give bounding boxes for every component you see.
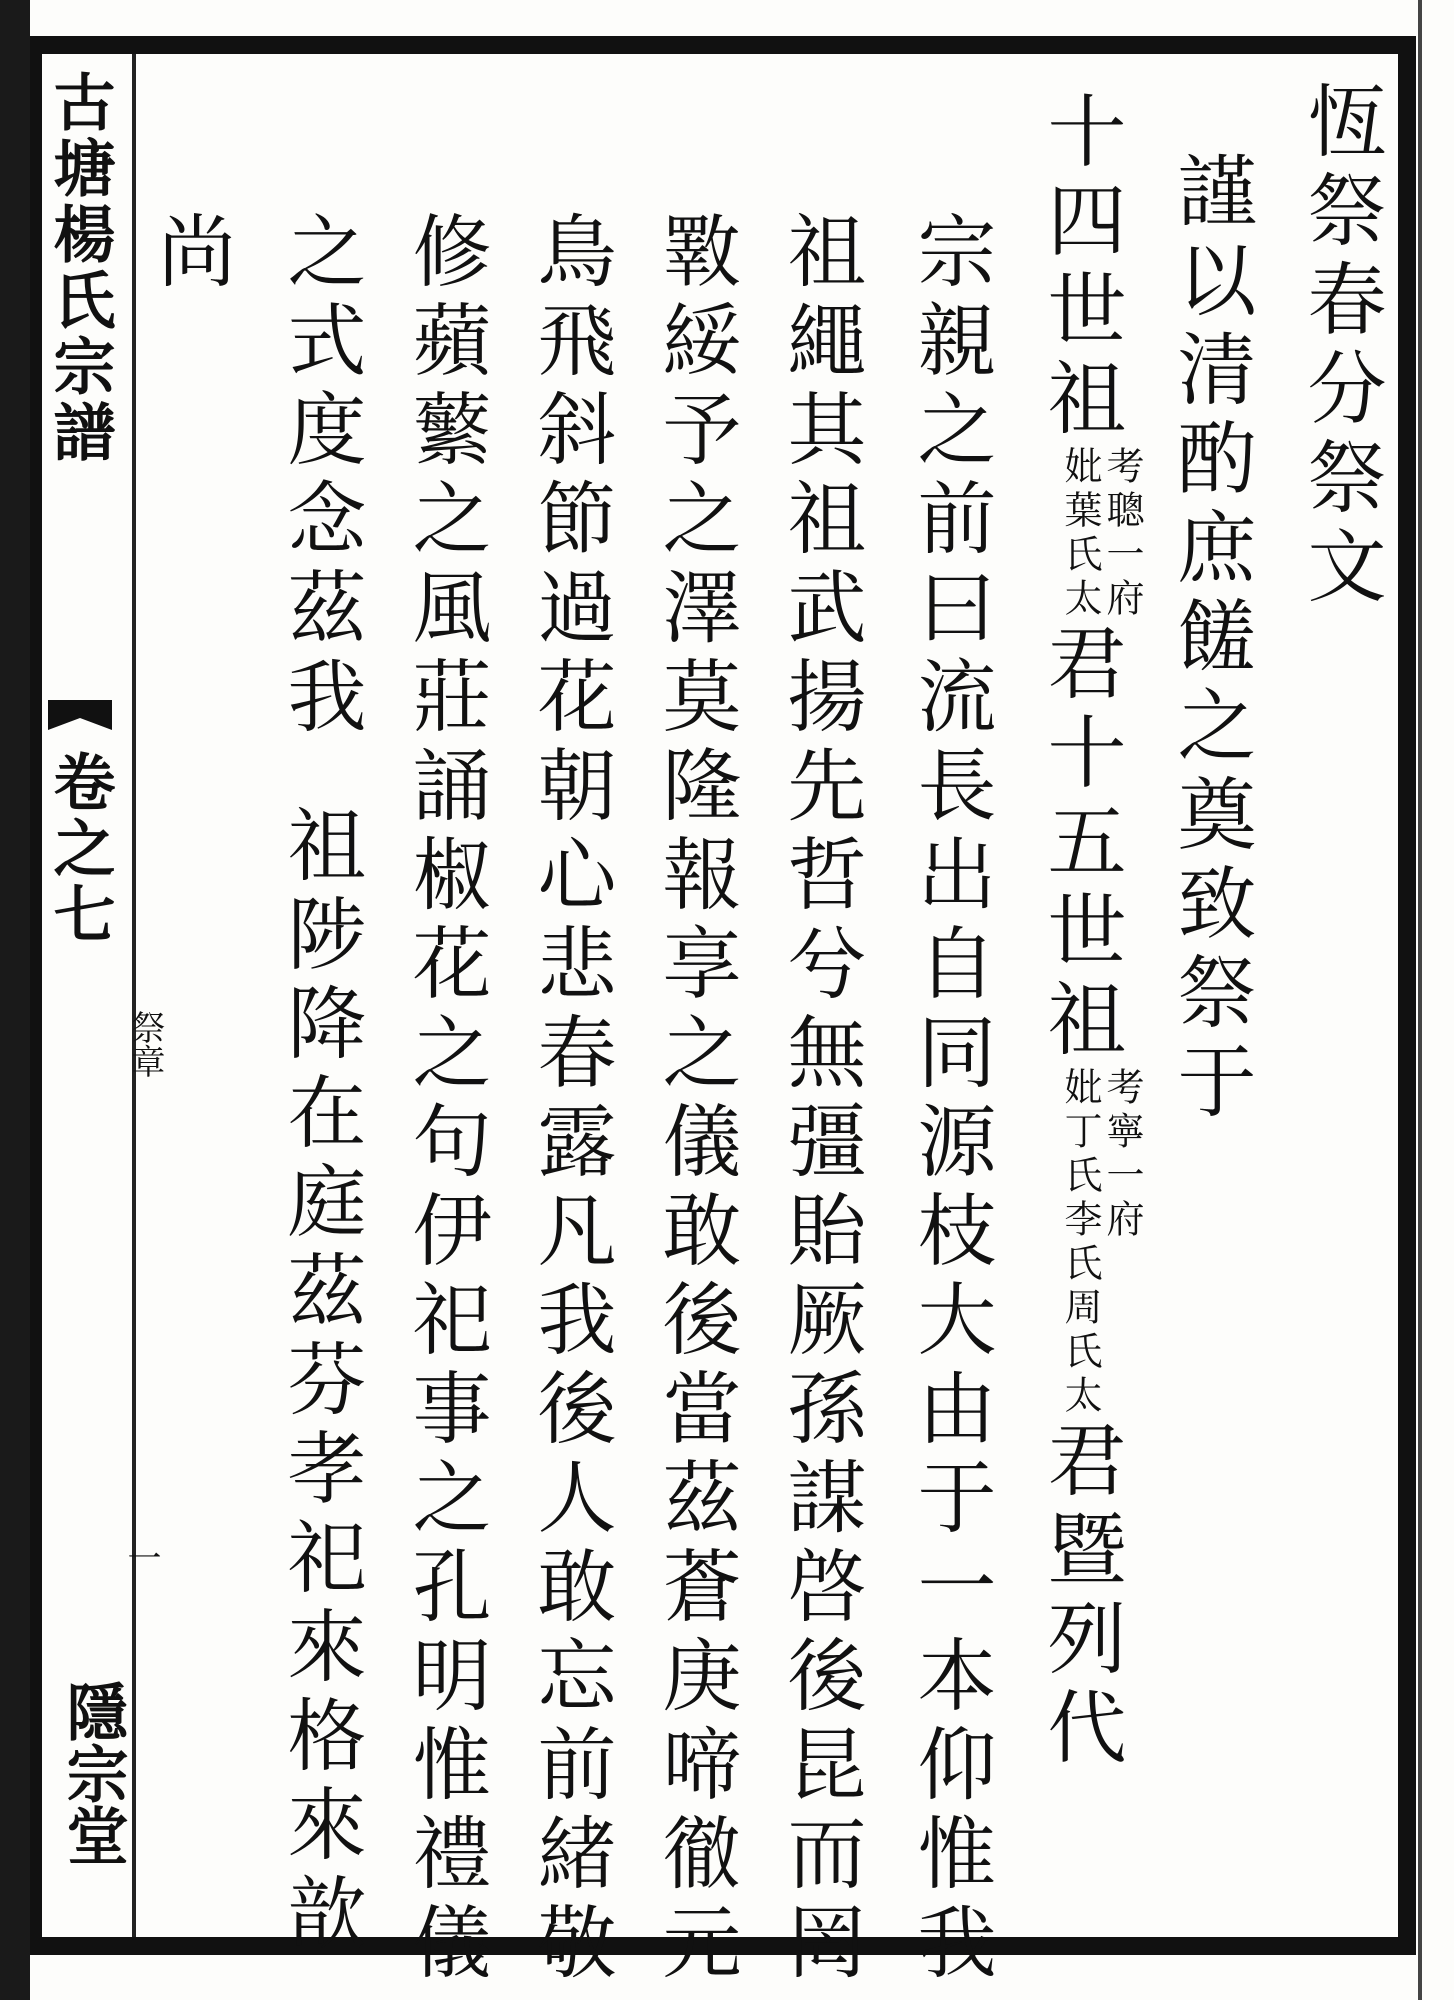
annotation-line: 妣丁氏李氏周氏太 <box>1058 1067 1102 1419</box>
text-column <box>274 210 366 1961</box>
spine-hall-name: 隱宗堂 <box>56 1680 130 1866</box>
text-column <box>904 210 996 1990</box>
column-text: 尚 <box>144 210 236 299</box>
text-column <box>774 210 866 1990</box>
column-text: 修蘋蘩之風莊誦椒花之句伊祀事之孔明惟禮儀 <box>399 210 491 1990</box>
column-text: 祖繩其祖武揚先哲兮無彊貽厥孫謀啓後昆而罔 <box>774 210 866 1990</box>
text-column <box>399 210 491 1990</box>
document-title: 恆祭春分祭文 <box>1294 80 1386 614</box>
text-column-title <box>1294 80 1386 614</box>
column-text: 君十五世祖 <box>1034 622 1126 1067</box>
spine-divider <box>132 54 136 1937</box>
column-text: 祖陟降在庭茲芬孝祀來格來歆 <box>274 804 366 1961</box>
column-text: 之式度念茲我 <box>274 210 366 744</box>
column-text: 宗親之前曰流長出自同源枝大由于一本仰惟我 <box>904 210 996 1990</box>
column-text: 鳥飛斜節過花朝心悲春露凡我後人敢忘前緒敬 <box>524 210 616 1990</box>
column-text: 十四世祖 <box>1034 90 1126 446</box>
text-column-closing <box>144 210 236 299</box>
page-border-top <box>30 36 1416 54</box>
text-column-ancestors <box>1034 90 1144 1775</box>
column-text: 斁綏予之澤莫隆報享之儀敢後當茲蒼庚啼徹元 <box>649 210 741 1990</box>
text-column <box>649 210 741 1990</box>
text-column <box>524 210 616 1990</box>
annotation-line: 考寧一府 <box>1100 1067 1144 1243</box>
spine-title: 古塘楊氏宗譜 <box>43 70 116 466</box>
fish-tail-mark <box>48 700 112 730</box>
book-spine <box>42 60 165 1930</box>
spine-volume: 卷之七 <box>43 750 116 948</box>
annotation-notes <box>1059 1067 1143 1419</box>
annotation-line: 妣葉氏太 <box>1058 446 1102 622</box>
annotation-line: 考聰一府 <box>1100 446 1144 622</box>
scan-edge <box>0 0 30 2000</box>
spine-page-number: 一 <box>121 1540 161 1574</box>
annotation-notes <box>1059 446 1143 622</box>
text-column <box>1164 150 1256 1129</box>
spine-section: 祭章 <box>125 1010 165 1078</box>
page-border-right <box>1398 36 1416 1955</box>
page-border-left <box>30 36 42 1955</box>
column-text: 君暨列代 <box>1034 1419 1126 1775</box>
column-text: 謹以清酌庶饈之奠致祭于 <box>1164 150 1256 1129</box>
scan-margin-line <box>1418 0 1422 2000</box>
